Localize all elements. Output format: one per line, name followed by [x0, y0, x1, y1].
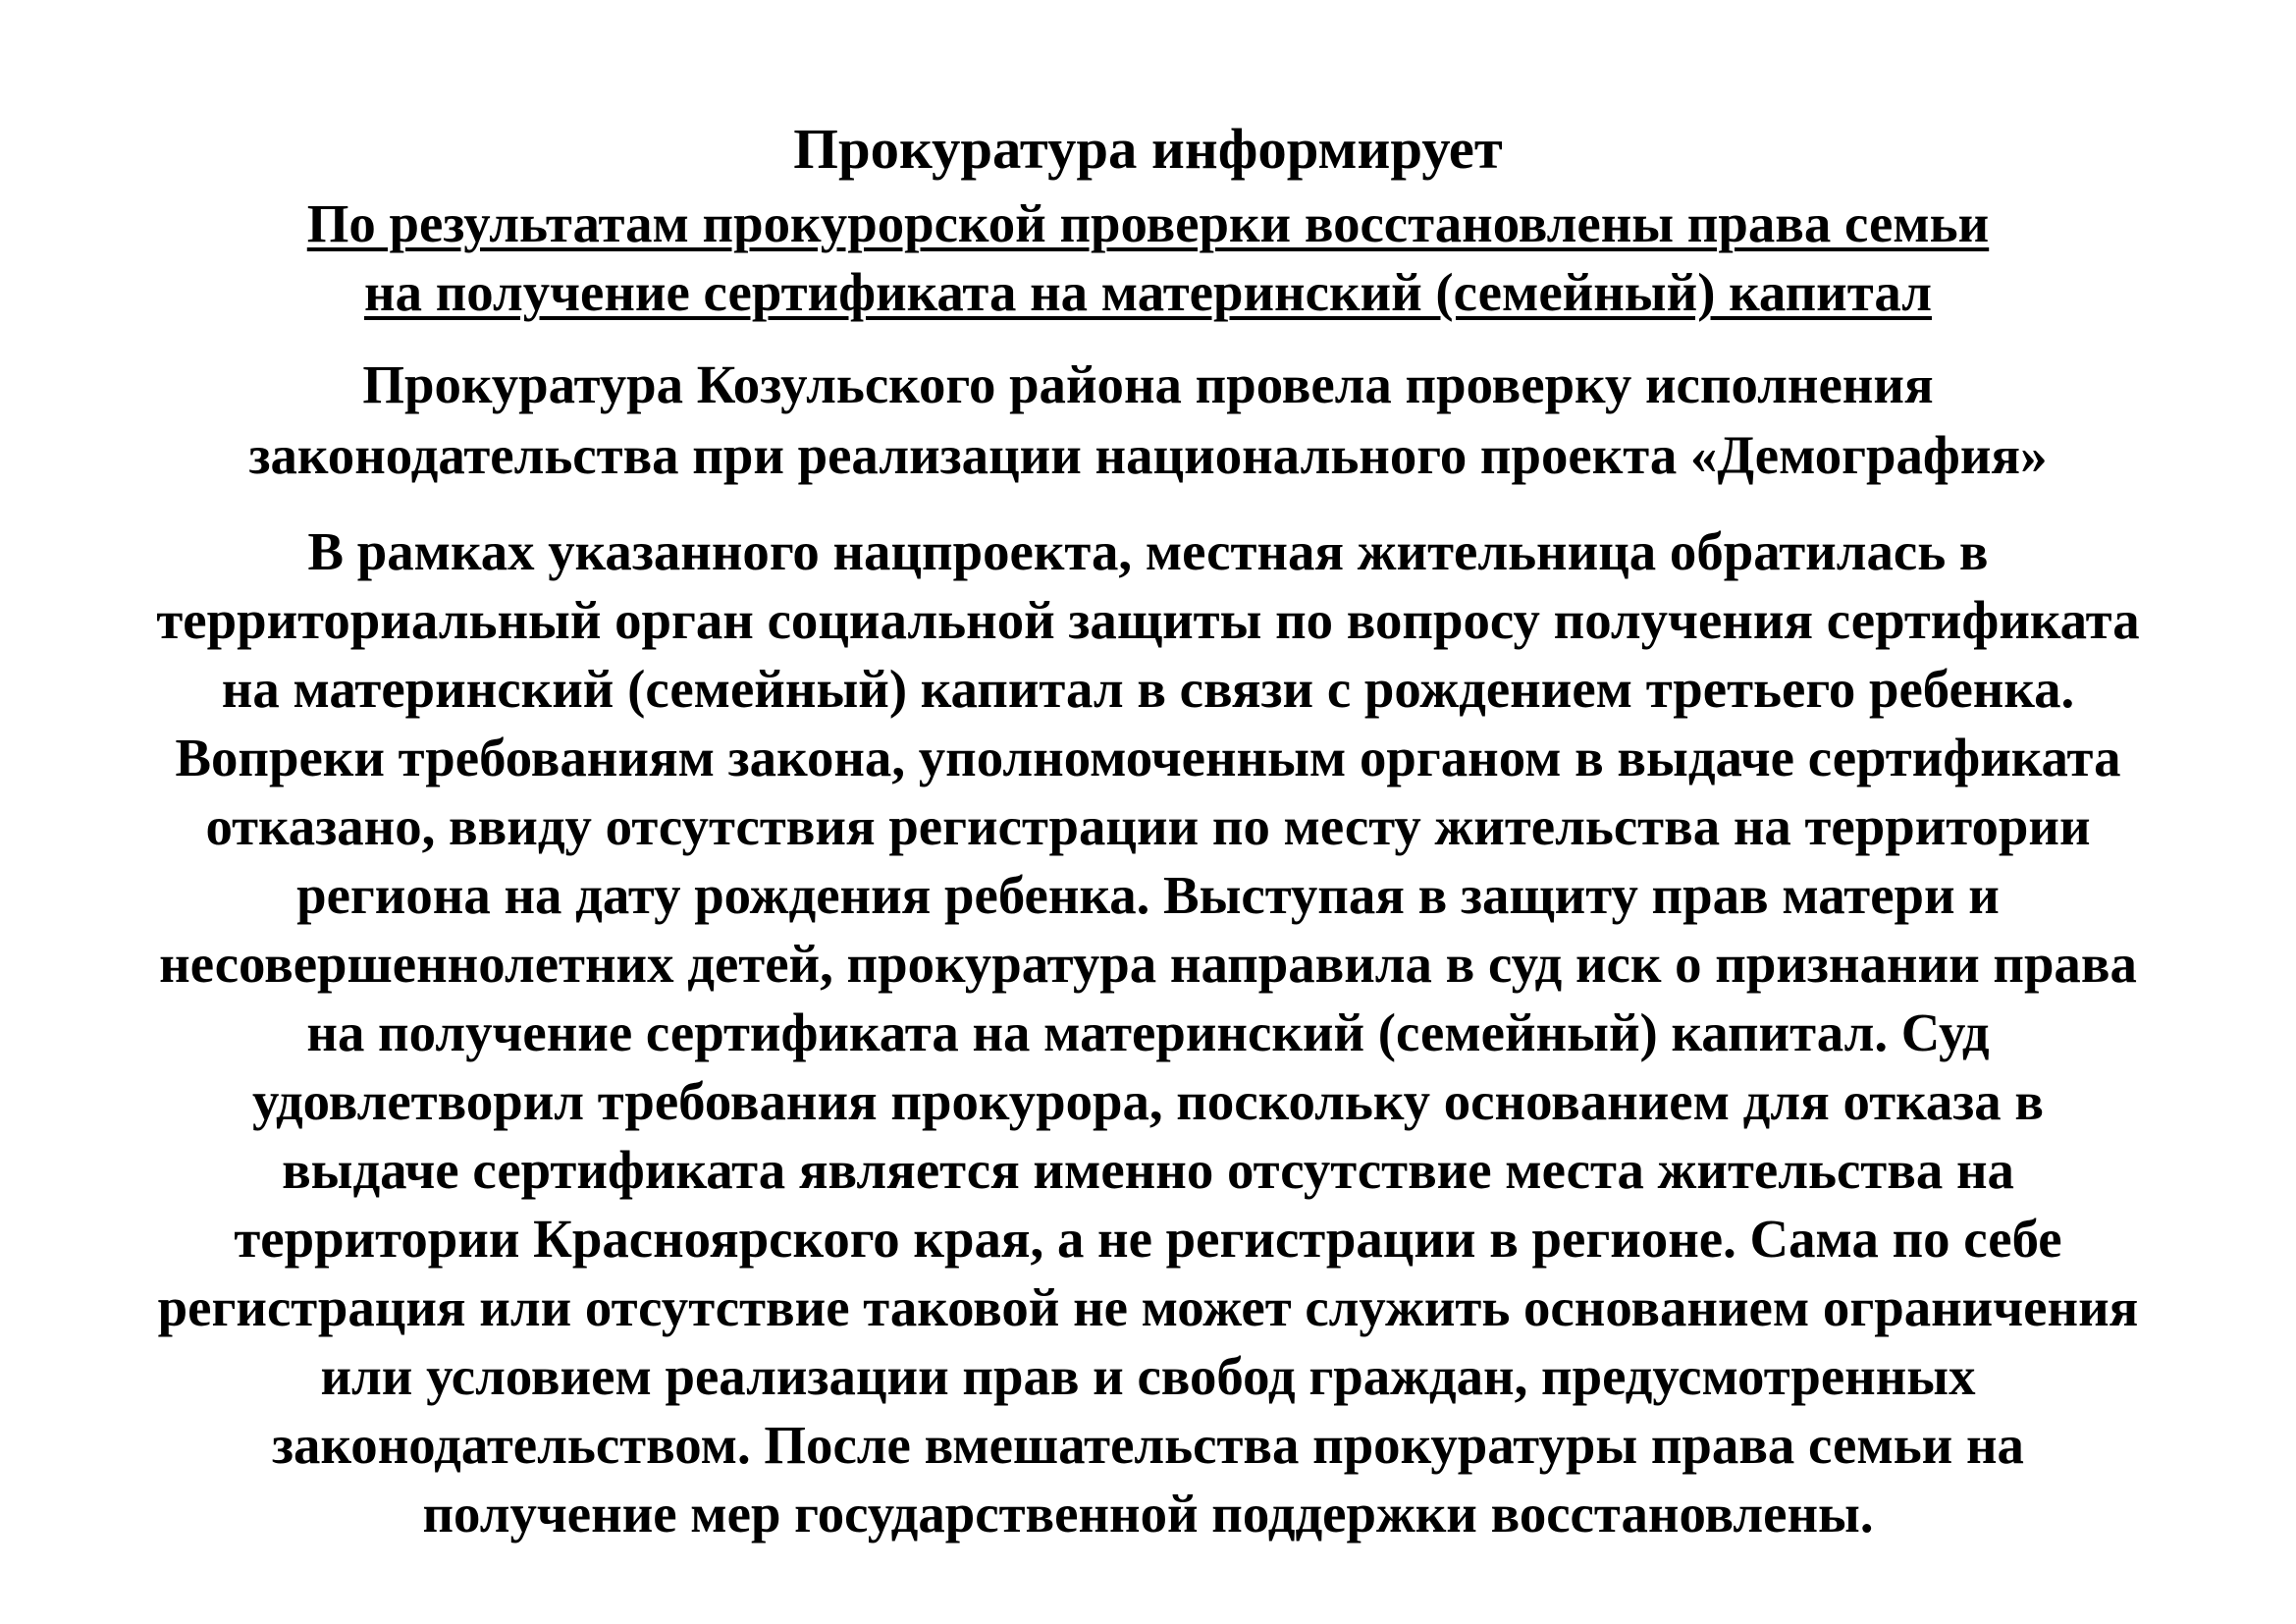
- body-line-8: на получение сертификата на материнский (семейный) капитал. Суд: [306, 1002, 1990, 1062]
- subheading-line-2: на получение сертификата на материнский (семейный) капитал: [364, 262, 1932, 322]
- body-line-12: регистрация или отсутствие таковой не может служить основанием ограничения: [157, 1277, 2139, 1337]
- body-line-10: выдаче сертификата является именно отсутствие места жительства на: [282, 1140, 2014, 1200]
- lead-line-2: законодательства при реализации национального проекта «Демография»: [248, 425, 2048, 485]
- subheading-line-1: По результатам прокурорской проверки восстановлены права семьи: [306, 193, 1990, 253]
- body-line-11: территории Красноярского края, а не регистрации в регионе. Сама по себе: [234, 1209, 2062, 1269]
- body-line-13: или условием реализации прав и свобод граждан, предусмотренных: [320, 1346, 1976, 1406]
- body-line-5: отказано, ввиду отсутствия регистрации по месту жительства на территории: [205, 796, 2091, 856]
- body-line-3: на материнский (семейный) капитал в связи с рождением третьего ребенка.: [221, 659, 2075, 719]
- lead-line-1: Прокуратура Козульского района провела проверку исполнения: [362, 354, 1934, 414]
- document-heading: Прокуратура информирует: [793, 117, 1503, 181]
- body-line-4: Вопреки требованиям закона, уполномоченным органом в выдаче сертификата: [175, 728, 2121, 787]
- body-line-2: территориальный орган социальной защиты по вопросу получения сертификата: [156, 590, 2140, 650]
- body-line-7: несовершеннолетних детей, прокуратура направила в суд иск о признании права: [159, 934, 2137, 994]
- body-line-14: законодательством. После вмешательства прокуратуры права семьи на: [272, 1415, 2024, 1475]
- body-line-15: получение мер государственной поддержки восстановлены.: [422, 1484, 1874, 1543]
- body-line-1: В рамках указанного нацпроекта, местная жительница обратилась в: [307, 521, 1989, 581]
- body-line-9: удовлетворил требования прокурора, поскольку основанием для отказа в: [251, 1071, 2045, 1131]
- body-line-6: региона на дату рождения ребенка. Выступая в защиту прав матери и: [296, 865, 2000, 925]
